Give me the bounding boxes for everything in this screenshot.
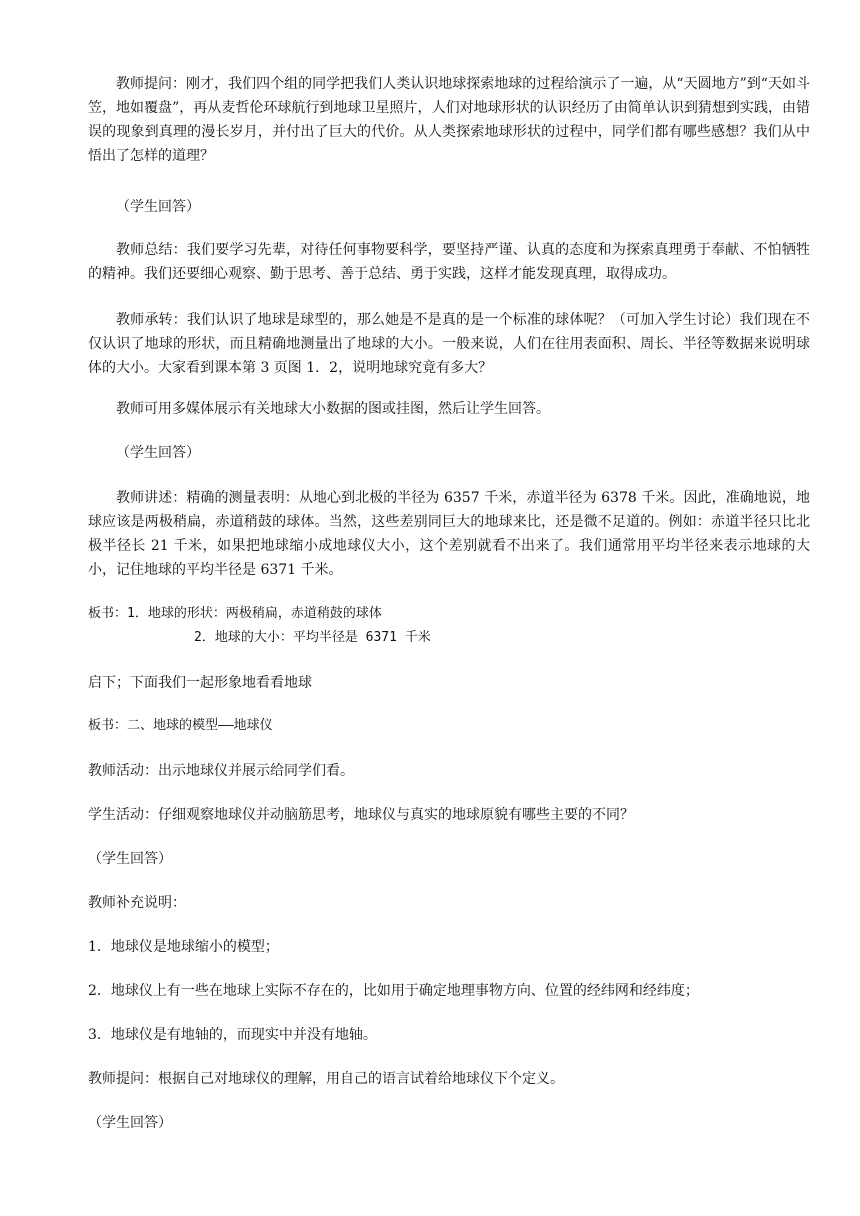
paragraph-teacher-question-1: 教师提问：刚才，我们四个组的同学把我们人类认识地球探索地球的过程给演示了一遍，从“天圆地方”到“天如斗笠，地如覆盘”，再从麦哲伦环球航行到地球卫星照片，人们对地球形状的认识经历了由简单认识到猜想到实践，由错误的现象到真理的漫长岁月，并付出了巨大的代价。从人类探索地球形状的过程中，同学们都有哪些感想？我们从中悟出了怎样的道理？ [88, 76, 810, 164]
supplement-item-3: 3．地球仪是有地轴的，而现实中并没有地轴。 [88, 1027, 377, 1043]
paragraph-teacher-summary: 教师总结：我们要学习先辈，对待任何事物要科学，要坚持严谨、认真的态度和为探索真理勇于奉献、不怕牺牲的精神。我们还要细心观察、勤于思考、善于总结、勇于实践，这样才能发现真理，取得成功。 [88, 242, 810, 282]
paragraph-teacher-activity: 教师活动：出示地球仪并展示给同学们看。 [88, 763, 354, 779]
paragraph-teacher-transition: 教师承转：我们认识了地球是球型的，那么她是不是真的是一个标准的球体呢？（可加入学生讨论）我们现在不仅认识了地球的形状，而且精确地测量出了地球的大小。一般来说，人们在往用表面积、周长、半径等数据来说明球体的大小。大家看到课本第 3 页图 1．2，说明地球究竟有多大？ [88, 312, 810, 376]
paragraph-multimedia-note: 教师可用多媒体展示有关地球大小数据的图或挂图，然后让学生回答。 [116, 401, 550, 417]
paragraph-teacher-supplement: 教师补充说明： [88, 895, 186, 911]
paragraph-teacher-question-2: 教师提问：根据自己对地球仪的理解，用自己的语言试着给地球仪下个定义。 [88, 1071, 564, 1087]
supplement-item-2: 2．地球仪上有一些在地球上实际不存在的，比如用于确定地理事物方向、位置的经纬网和经纬度； [88, 983, 699, 999]
student-answer-1: （学生回答） [116, 199, 200, 215]
blackboard-note-1-line-1: 板书：1．地球的形状：两极稍扁，赤道稍鼓的球体 [88, 606, 382, 621]
blackboard-note-1-line-2: 2．地球的大小：平均半径是 6371 千米 [194, 630, 431, 645]
supplement-item-1: 1．地球仪是地球缩小的模型； [88, 939, 279, 955]
student-answer-4: （学生回答） [88, 1115, 172, 1131]
paragraph-student-activity: 学生活动：仔细观察地球仪并动脑筋思考，地球仪与真实的地球原貌有哪些主要的不同？ [88, 807, 634, 823]
student-answer-3: （学生回答） [88, 851, 172, 867]
blackboard-note-2: 板书：二、地球的模型——地球仪 [88, 718, 273, 733]
paragraph-teacher-lecture: 教师讲述：精确的测量表明：从地心到北极的半径为 6357 千米，赤道半径为 6378 千米。因此，准确地说，地球应该是两极稍扁，赤道稍鼓的球体。当然，这些差别同巨大的地球来比，还是微不足道的。例如：赤道半径只比北极半径长 21 千米，如果把地球缩小成地球仪大小，这个差别就看不出来了。我们通常用平均半径来表示地球的大小，记住地球的平均半径是 6371 千米。 [88, 490, 810, 578]
paragraph-transition-next: 启下；下面我们一起形象地看看地球 [88, 675, 312, 691]
student-answer-2: （学生回答） [116, 445, 200, 461]
